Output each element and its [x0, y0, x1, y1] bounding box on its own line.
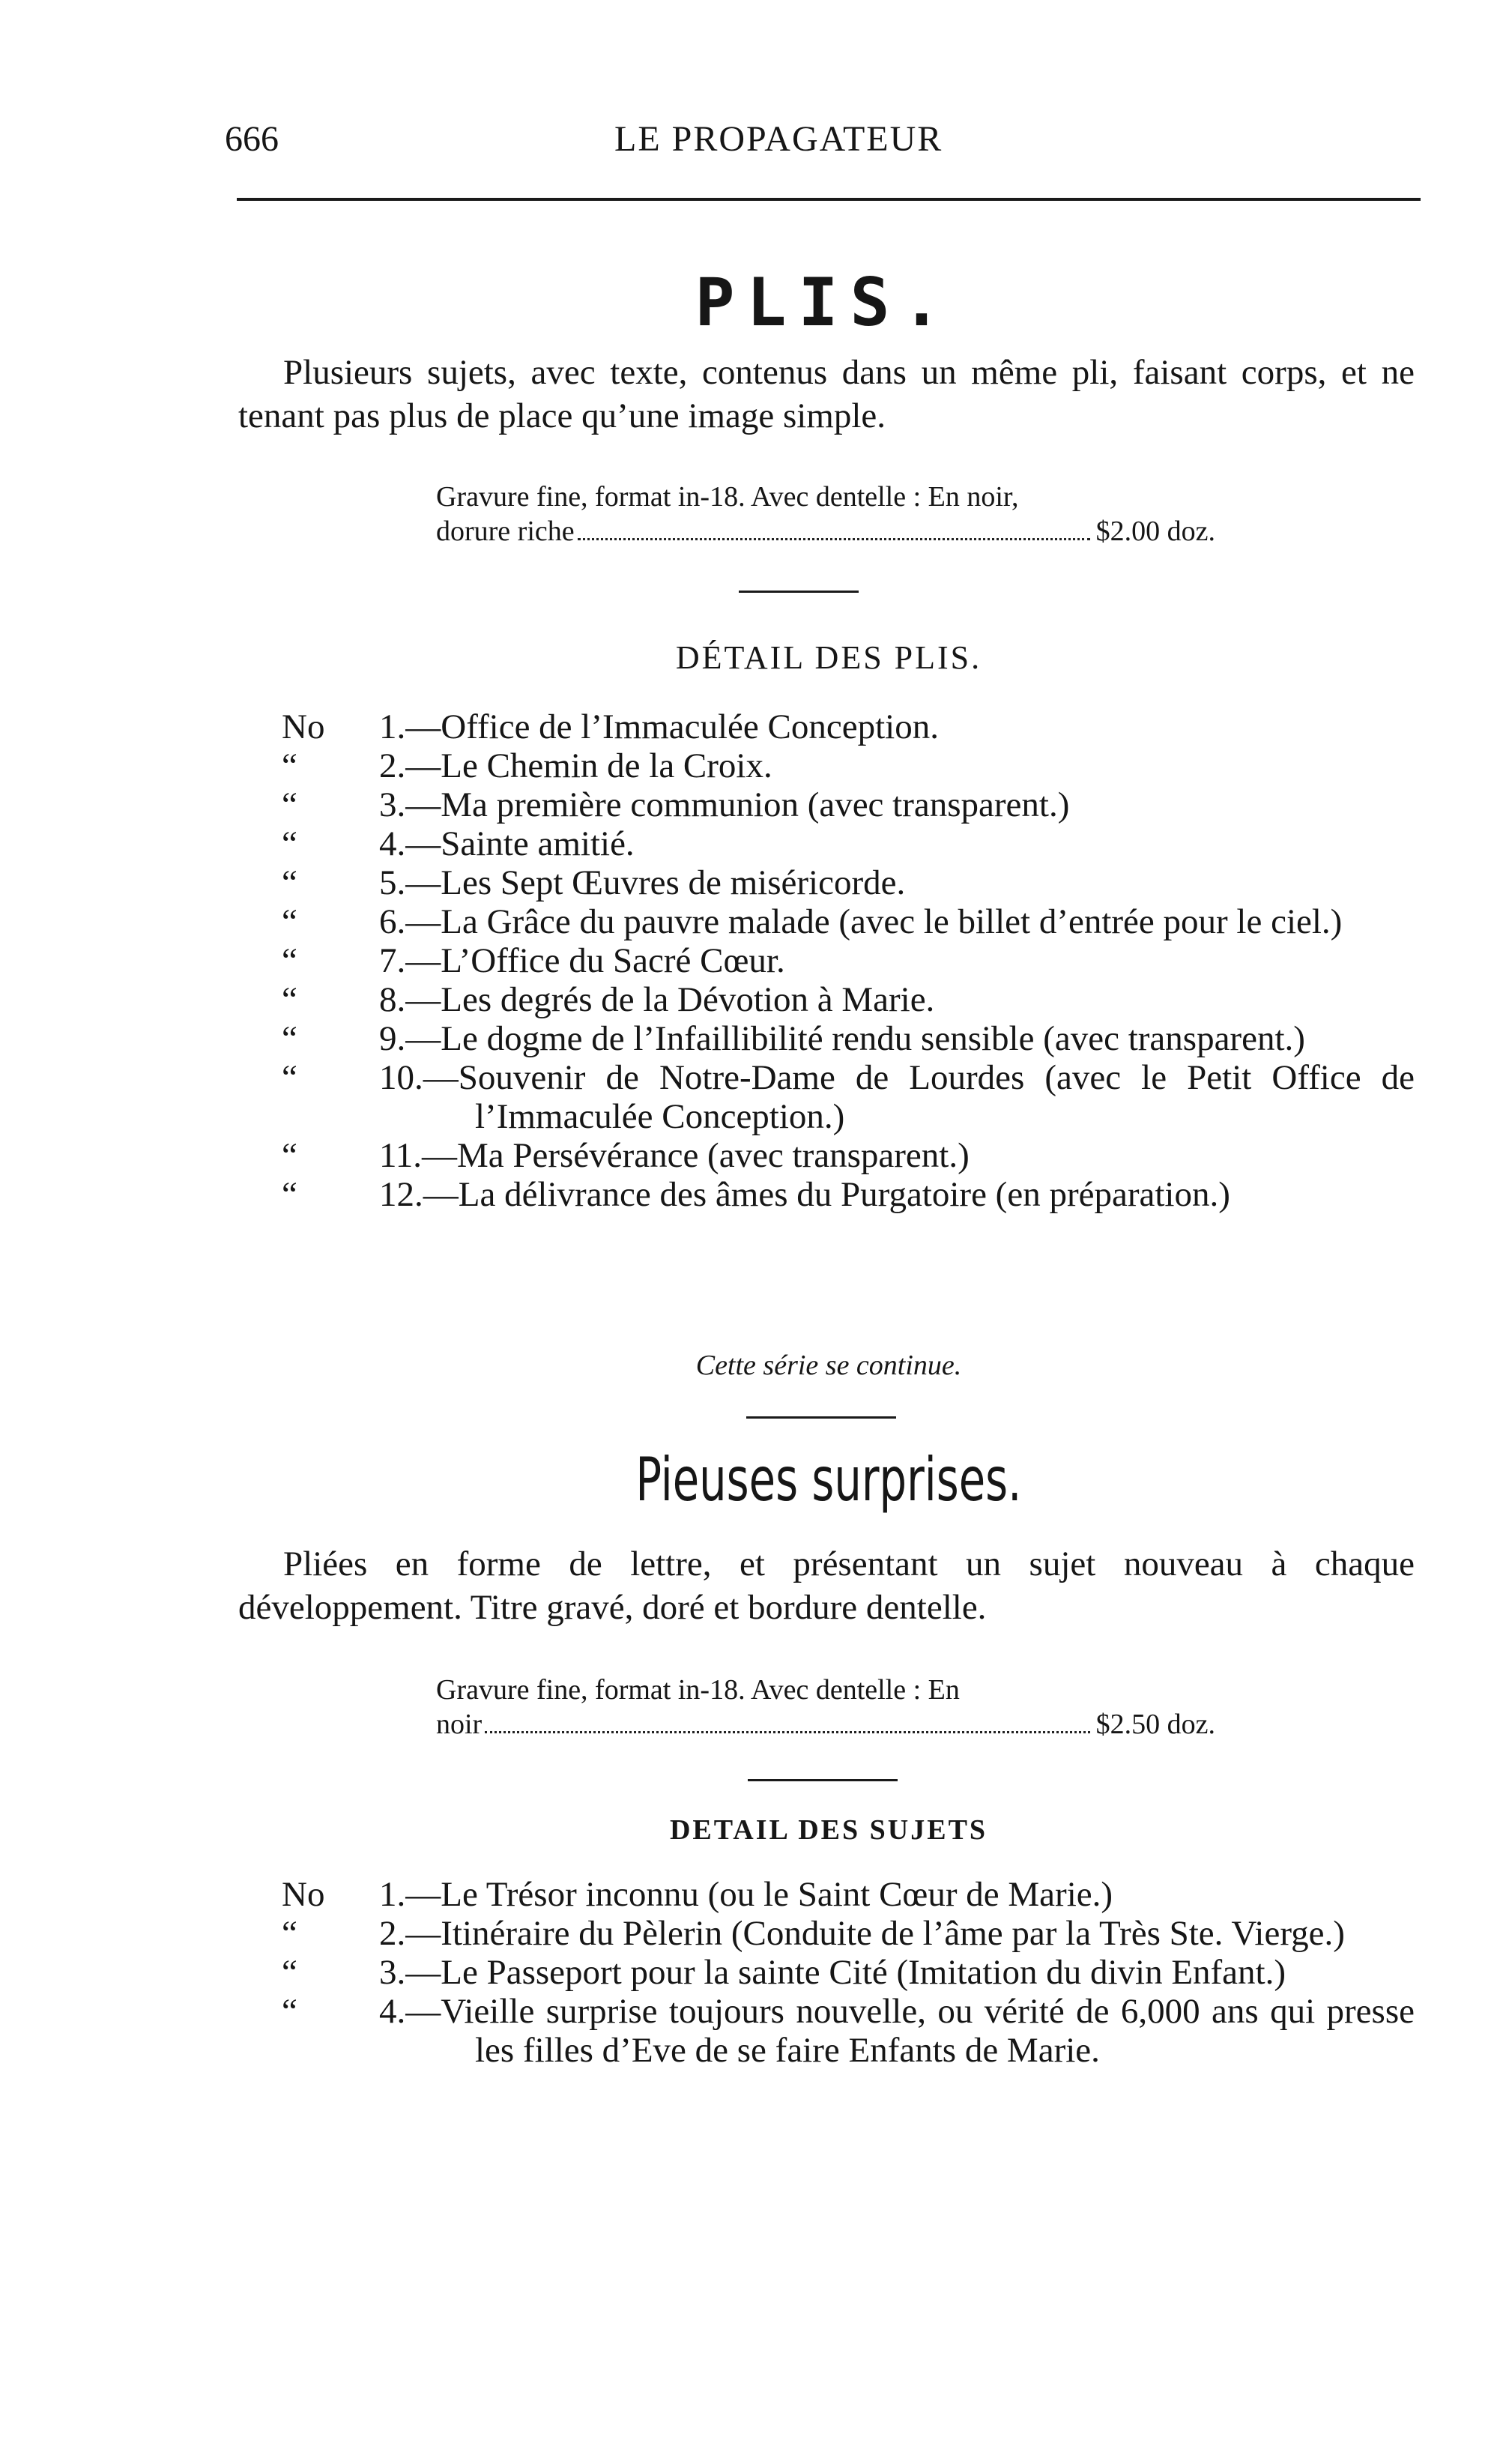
plis-format-block [436, 480, 1215, 549]
item-text: 1.—Office de l’Immaculée Conception. [379, 707, 939, 746]
list-item [282, 980, 1415, 1019]
item-marker: “ [282, 980, 297, 1019]
item-text: 3.—Ma première communion (avec transparent.) [379, 785, 1070, 824]
page-number: 666 [225, 119, 279, 159]
item-text: 5.—Les Sept Œuvres de miséricorde. [379, 863, 906, 902]
item-text: 11.—Ma Persévérance (avec transparent.) [379, 1136, 970, 1175]
item-marker: “ [282, 941, 297, 980]
item-marker: “ [282, 902, 297, 941]
list-item [282, 941, 1415, 980]
item-text: 12.—La délivrance des âmes du Purgatoire (en préparation.) [379, 1175, 1230, 1214]
item-text: 9.—Le dogme de l’Infaillibilité rendu sensible (avec transparent.) [379, 1019, 1305, 1058]
list-item [282, 1058, 1415, 1136]
section-divider [739, 591, 859, 593]
plis-format-label: dorure riche [436, 516, 575, 547]
plis-detail-heading: DÉTAIL DES PLIS. [675, 639, 982, 676]
item-text: 1.—Le Trésor inconnu (ou le Saint Cœur de Marie.) [379, 1875, 1113, 1914]
item-text: 4.—Sainte amitié. [379, 824, 635, 863]
item-marker: “ [282, 1136, 297, 1175]
list-item [282, 1992, 1415, 2070]
list-item [282, 1175, 1415, 1214]
list-item [282, 1136, 1415, 1175]
dot-leader [485, 1731, 1089, 1733]
item-text: 7.—L’Office du Sacré Cœur. [379, 941, 785, 980]
list-item [282, 785, 1415, 824]
surprises-price: $2.50 doz. [1095, 1709, 1215, 1740]
item-text: 4.—Vieille surprise toujours nouvelle, ou vérité de 6,000 ans qui presse les filles d’Eve de se faire Enfants de Marie. [379, 1992, 1415, 2070]
surprises-format-label: noir [436, 1709, 483, 1740]
item-marker: “ [282, 863, 297, 902]
plis-price-line [436, 514, 1215, 549]
plis-price: $2.00 doz. [1095, 516, 1215, 547]
item-text: 2.—Itinéraire du Pèlerin (Conduite de l’âme par la Très Ste. Vierge.) [379, 1914, 1345, 1953]
section-divider [748, 1779, 898, 1781]
surprises-detail-heading: DETAIL DES SUJETS [669, 1814, 988, 1846]
list-item [282, 824, 1415, 863]
item-marker: “ [282, 1953, 297, 1992]
item-text: 8.—Les degrés de la Dévotion à Marie. [379, 980, 935, 1019]
section-title-surprises [237, 1445, 1421, 1515]
list-item [282, 1875, 1415, 1914]
plis-detail-list [282, 707, 1415, 1214]
header-rule [237, 198, 1421, 201]
list-item [282, 1914, 1415, 1953]
section-title-plis: PLIS. [695, 264, 954, 341]
list-item [282, 863, 1415, 902]
list-item [282, 902, 1415, 941]
continuation-note: Cette série se continue. [695, 1350, 962, 1381]
item-marker: “ [282, 1175, 297, 1214]
journal-title: LE PROPAGATEUR [614, 119, 943, 159]
item-marker: “ [282, 1058, 297, 1097]
plis-description: Plusieurs sujets, avec texte, contenus dans un même pli, faisant corps, et ne tenant pas plus de place qu’une image simple. [238, 353, 1415, 435]
surprises-format-line: Gravure fine, format in-18. Avec dentelle : En [436, 1674, 960, 1706]
item-text: 3.—Le Passeport pour la sainte Cité (Imitation du divin Enfant.) [379, 1953, 1286, 1992]
item-text: 10.—Souvenir de Notre-Dame de Lourdes (avec le Petit Office de l’Immaculée Conception.) [379, 1058, 1415, 1136]
list-item [282, 707, 1415, 746]
section-divider [746, 1416, 896, 1419]
item-marker: “ [282, 1914, 297, 1953]
list-item [282, 1019, 1415, 1058]
item-marker: “ [282, 824, 297, 863]
plis-format-line: Gravure fine, format in-18. Avec dentelle : En noir, [436, 481, 1019, 513]
item-text: 6.—La Grâce du pauvre malade (avec le billet d’entrée pour le ciel.) [379, 902, 1343, 941]
dot-leader [578, 538, 1090, 540]
surprises-format-block [436, 1673, 1215, 1742]
item-marker: “ [282, 1992, 297, 2031]
surprises-description: Pliées en forme de lettre, et présentant un sujet nouveau à chaque développement. Titre gravé, doré et bordure dentelle. [238, 1544, 1415, 1627]
item-marker: “ [282, 785, 297, 824]
list-item [282, 746, 1415, 785]
list-item [282, 1953, 1415, 1992]
surprises-title: Pieuses surprises. [635, 1445, 1022, 1515]
item-marker: No [282, 707, 325, 746]
item-marker: “ [282, 746, 297, 785]
item-text: 2.—Le Chemin de la Croix. [379, 746, 772, 785]
item-marker: “ [282, 1019, 297, 1058]
item-marker: No [282, 1875, 325, 1914]
surprises-price-line [436, 1707, 1215, 1742]
surprises-detail-list [282, 1875, 1415, 2070]
